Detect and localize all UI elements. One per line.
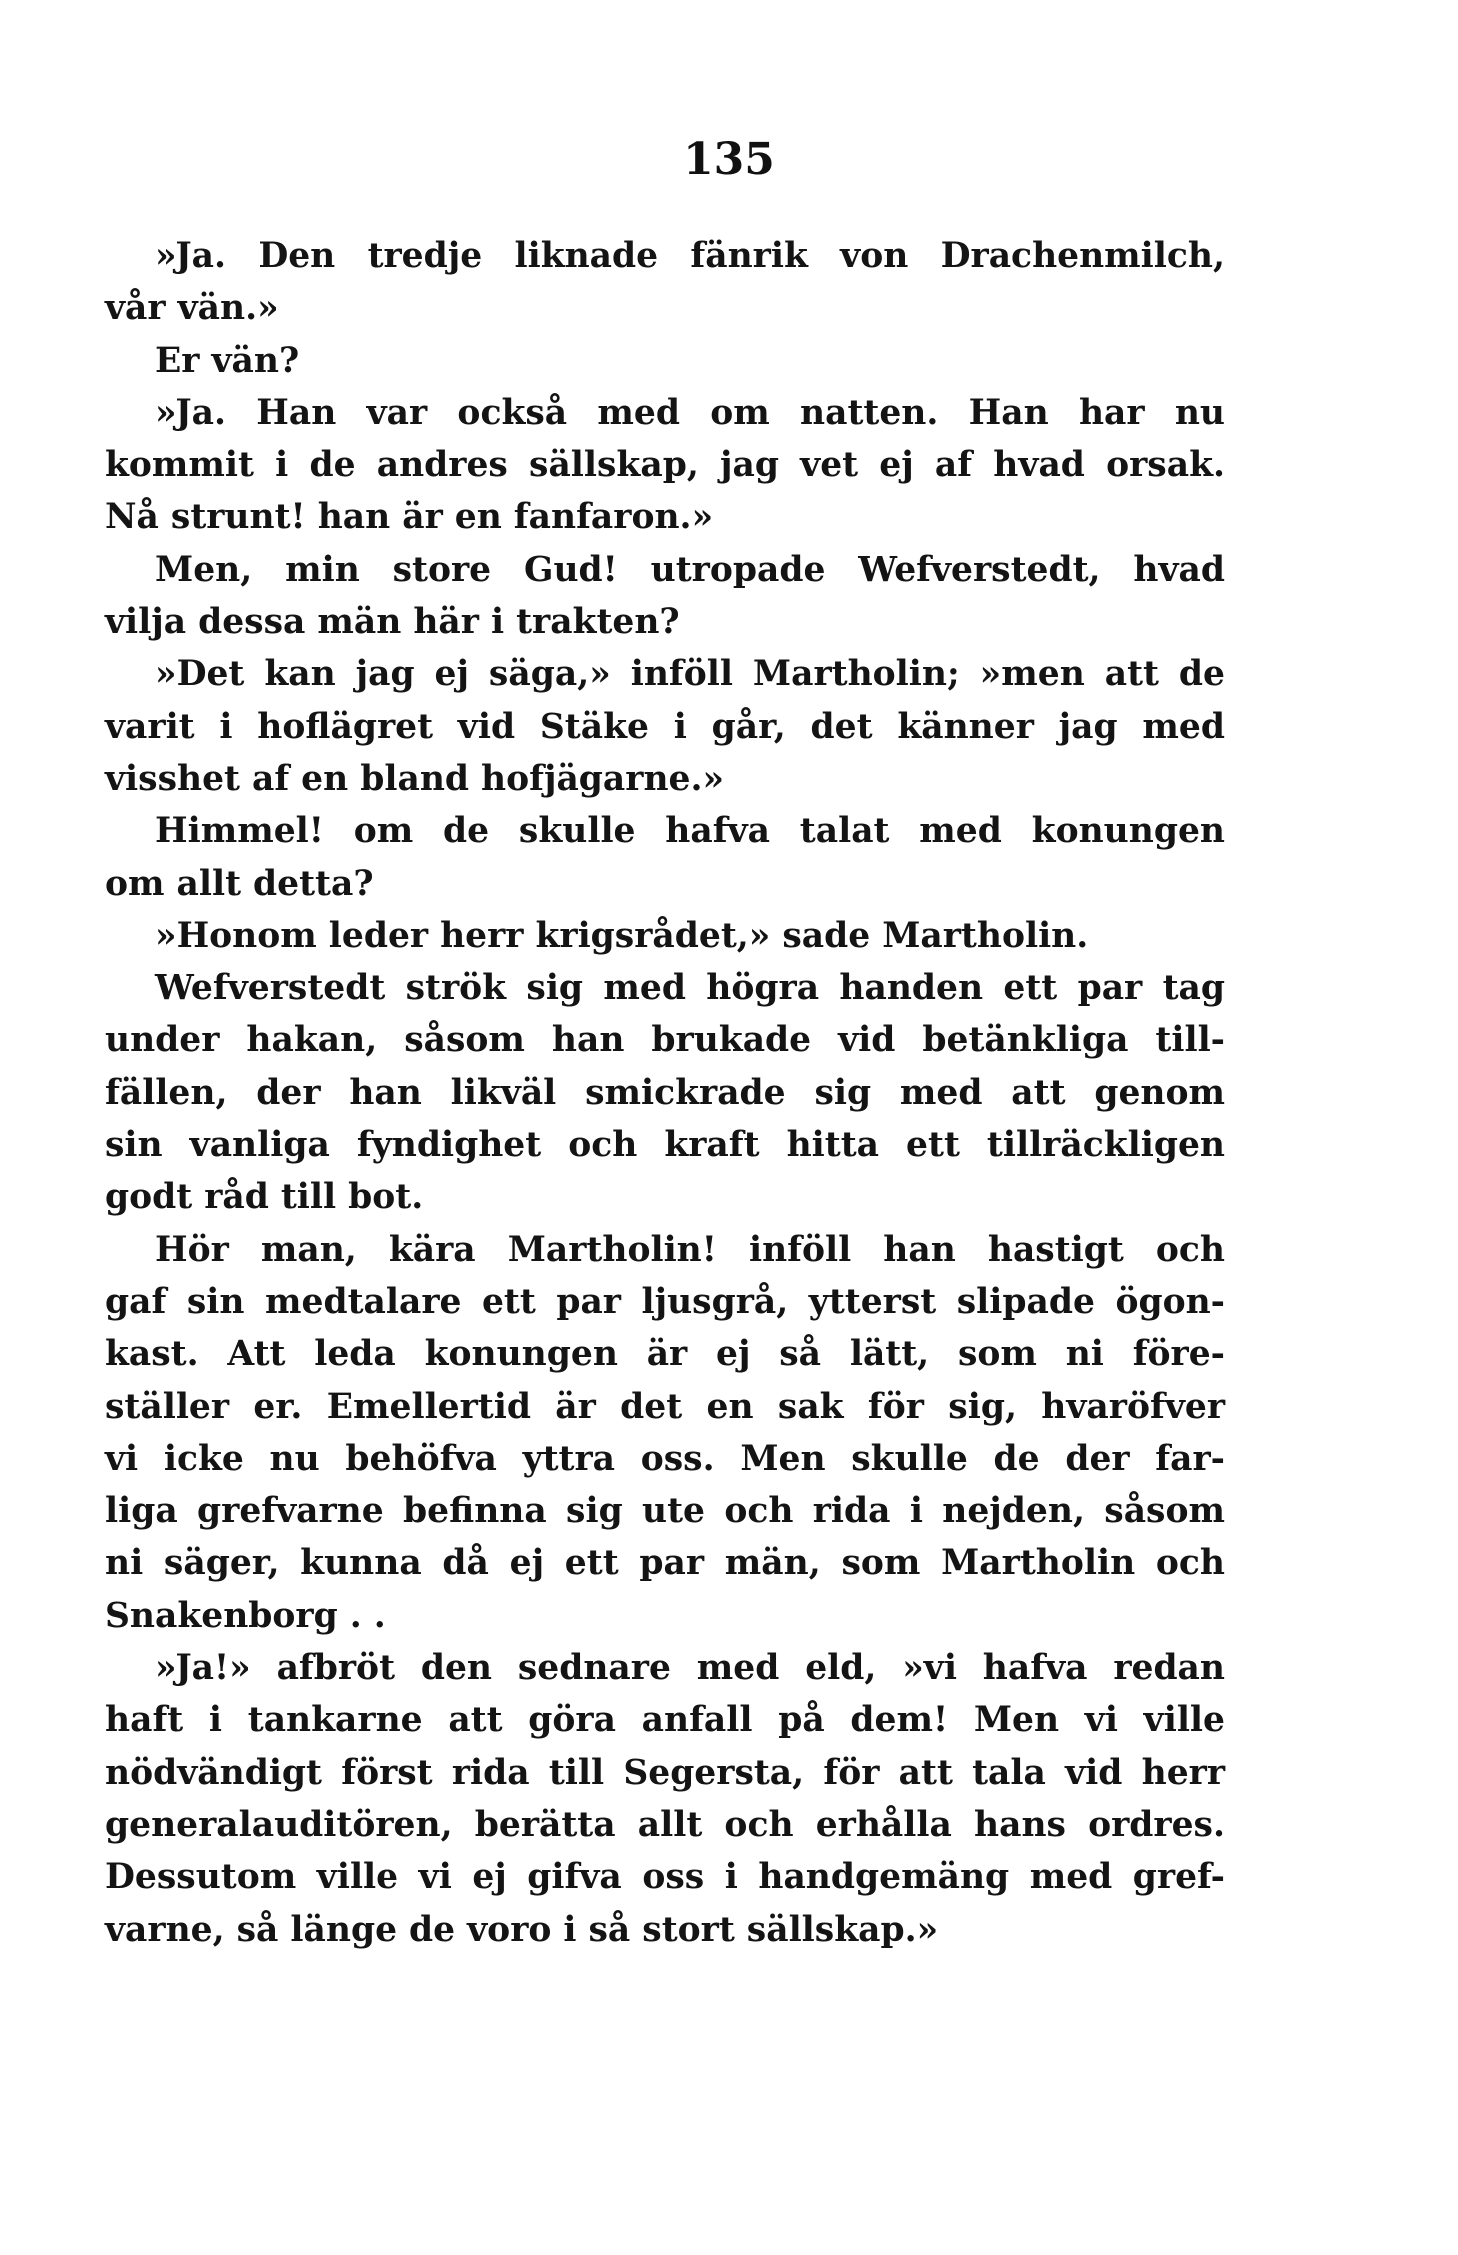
text-line: vi icke nu behöfva yttra oss. Men skulle de der far- [105, 1438, 1225, 1479]
text-line: godt råd till bot. [105, 1177, 424, 1218]
text-line: »Ja. Den tredje liknade fänrik von Drachenmilch, [155, 236, 1225, 276]
text-line: Wefverstedt strök sig med högra handen ett par tag [155, 968, 1225, 1009]
text-line: gaf sin medtalare ett par ljusgrå, ytterst slipade ögon- [105, 1281, 1225, 1322]
body-text [105, 230, 1225, 1956]
text-line: kommit i de andres sällskap, jag vet ej af hvad orsak. [105, 445, 1225, 486]
text-line: generalauditören, berätta allt och erhålla hans ordres. [105, 1804, 1225, 1845]
text-line: Himmel! om de skulle hafva talat med konungen [155, 811, 1225, 852]
text-line: ställer er. Emellertid är det en sak för sig, hvaröfver [105, 1386, 1225, 1427]
text-line: Er vän? [155, 340, 300, 381]
page-number: 135 [683, 134, 775, 185]
text-line: visshet af en bland hofjägarne.» [105, 758, 725, 799]
text-line: Hör man, kära Martholin! inföll han hastigt och [155, 1229, 1225, 1270]
text-line: Snakenborg . . [105, 1595, 386, 1636]
text-line: Men, min store Gud! utropade Wefverstedt, hvad [155, 549, 1225, 590]
text-line: »Ja. Han var också med om natten. Han har nu [155, 392, 1225, 433]
text-line: Nå strunt! han är en fanfaron.» [105, 497, 714, 538]
text-line: vår vän.» [105, 288, 279, 329]
text-line: haft i tankarne att göra anfall på dem! Men vi ville [105, 1700, 1225, 1741]
text-line: varit i hoflägret vid Stäke i går, det känner jag med [105, 706, 1225, 747]
text-line: under hakan, såsom han brukade vid betänkliga till- [105, 1020, 1225, 1061]
text-line: vilja dessa män här i trakten? [105, 602, 680, 643]
text-line: ni säger, kunna då ej ett par män, som Martholin och [105, 1543, 1225, 1584]
text-line: kast. Att leda konungen är ej så lätt, som ni före- [105, 1334, 1225, 1375]
text-line: »Honom leder herr krigsrådet,» sade Martholin. [155, 915, 1089, 956]
text-line: sin vanliga fyndighet och kraft hitta ett tillräckligen [105, 1125, 1225, 1166]
text-line: liga grefvarne befinna sig ute och rida i nejden, såsom [105, 1491, 1225, 1532]
text-line: Dessutom ville vi ej gifva oss i handgemäng med gref- [105, 1857, 1225, 1898]
text-line: om allt detta? [105, 863, 374, 904]
text-line: »Det kan jag ej säga,» inföll Martholin; »men att de [155, 654, 1225, 695]
text-line: nödvändigt först rida till Segersta, för att tala vid herr [105, 1752, 1225, 1793]
text-line: »Ja!» afbröt den sednare med eld, »vi hafva redan [155, 1648, 1225, 1689]
text-line: fällen, der han likväl smickrade sig med att genom [105, 1072, 1225, 1113]
text-line: varne, så länge de voro i så stort sällskap.» [105, 1909, 939, 1950]
